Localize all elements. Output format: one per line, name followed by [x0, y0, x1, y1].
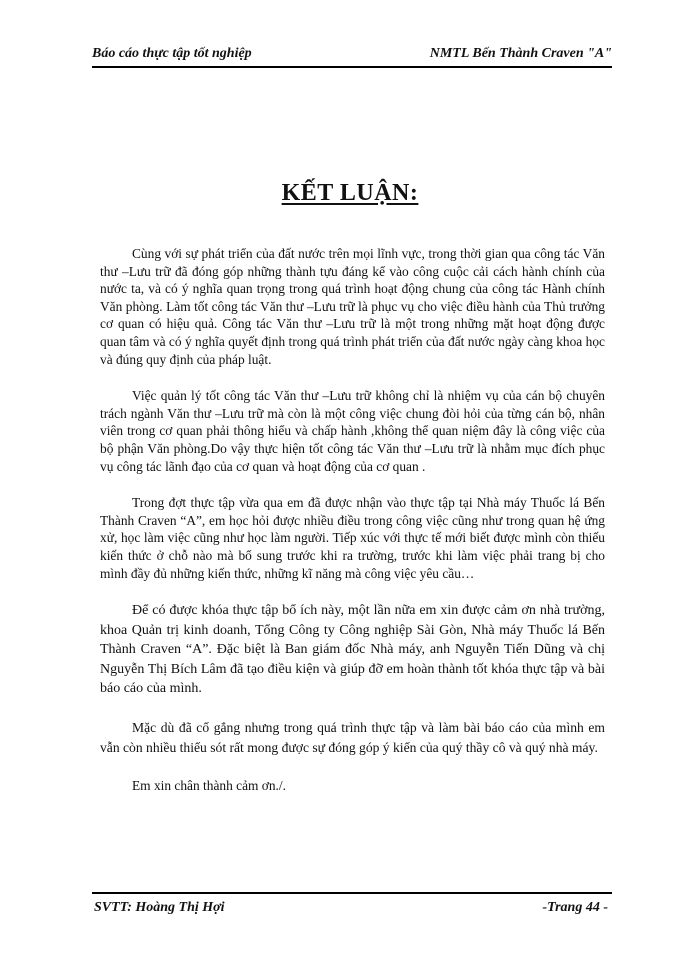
header-report-title: Báo cáo thực tập tốt nghiệp	[92, 46, 252, 61]
paragraph-1: Cùng với sự phát triển của đất nước trên mọi lĩnh vực, trong thời gian qua công tác Văn thư –Lưu trữ đã đóng góp những thành tựu đáng kể vào công cuộc cải cách hành chính của nước ta, và có ý nghĩa quan trọng trong quá trình hoạt động chung của công tác Hành chính Văn phòng. Làm tốt công tác Văn thư –Lưu trữ là phục vụ cho việc điều hành của Thủ trưởng cơ quan có hiệu quả. Công tác Văn thư –Lưu trữ là một trong những mặt hoạt động được quan tâm và có ý nghĩa quyết định trong quá trình phát triển của đất nước ngày càng khoa học và đúng quy định của pháp luật.	[100, 246, 605, 367]
page-header	[92, 44, 612, 68]
page-footer	[92, 892, 612, 918]
paragraph-4: Để có được khóa thực tập bổ ích này, một lần nữa em xin được cảm ơn nhà trường, khoa Quản trị kinh doanh, Tổng Công ty Công nghiệp Sài Gòn, Nhà máy Thuốc lá Bến Thành Craven “A”. Đặc biệt là Ban giám đốc Nhà máy, anh Nguyễn Tiến Dũng và chị Nguyễn Thị Bích Lâm đã tạo điều kiện và giúp đỡ em hoàn thành tốt khóa thực tập và bài báo cáo của mình.	[100, 603, 605, 697]
footer-student: SVTT: Hoàng Thị Hợi	[94, 900, 225, 915]
paragraph-closing: Em xin chân thành cảm ơn./.	[132, 777, 286, 793]
paragraph-5: Mặc dù đã cố gắng nhưng trong quá trình thực tập và làm bài báo cáo của mình em vẫn còn nhiều thiếu sót rất mong được sự đóng góp ý kiến của quý thầy cô và quý nhà máy.	[100, 719, 605, 755]
footer-page-number: -Trang 44 -	[542, 900, 608, 915]
paragraph-3: Trong đợt thực tập vừa qua em đã được nhận vào thực tập tại Nhà máy Thuốc lá Bến Thành Craven “A”, em học hỏi được nhiều điều trong công việc cũng như trong quan hệ ứng xử, học làm việc cũng như học làm người. Tiếp xúc với thực tế mới biết được mình còn thiếu kiến thức ở chỗ nào mà bổ sung trước khi ra trường, trước khi làm việc phải trang bị cho mình đầy đủ những kiến thức, những kĩ năng mà công việc yêu cầu…	[100, 495, 605, 581]
paragraph-2: Việc quản lý tốt công tác Văn thư –Lưu trữ không chỉ là nhiệm vụ của cán bộ chuyên trách ngành Văn thư –Lưu trữ mà còn là một công việc chung đòi hỏi của từng cán bộ, nhân viên trong cơ quan phải thông hiểu và chấp hành ,không thể quan niệm đây là công việc của bộ phận Văn phòng.Do vậy thực hiện tốt công tác Văn thư –Lưu trữ là nhằm mục đích phục vụ công tác lãnh đạo của cơ quan và hoạt động của cơ quan .	[100, 388, 605, 474]
document-body	[100, 245, 605, 813]
page-title: KẾT LUẬN:	[281, 180, 419, 206]
header-company: NMTL Bến Thành Craven "A"	[429, 46, 612, 61]
